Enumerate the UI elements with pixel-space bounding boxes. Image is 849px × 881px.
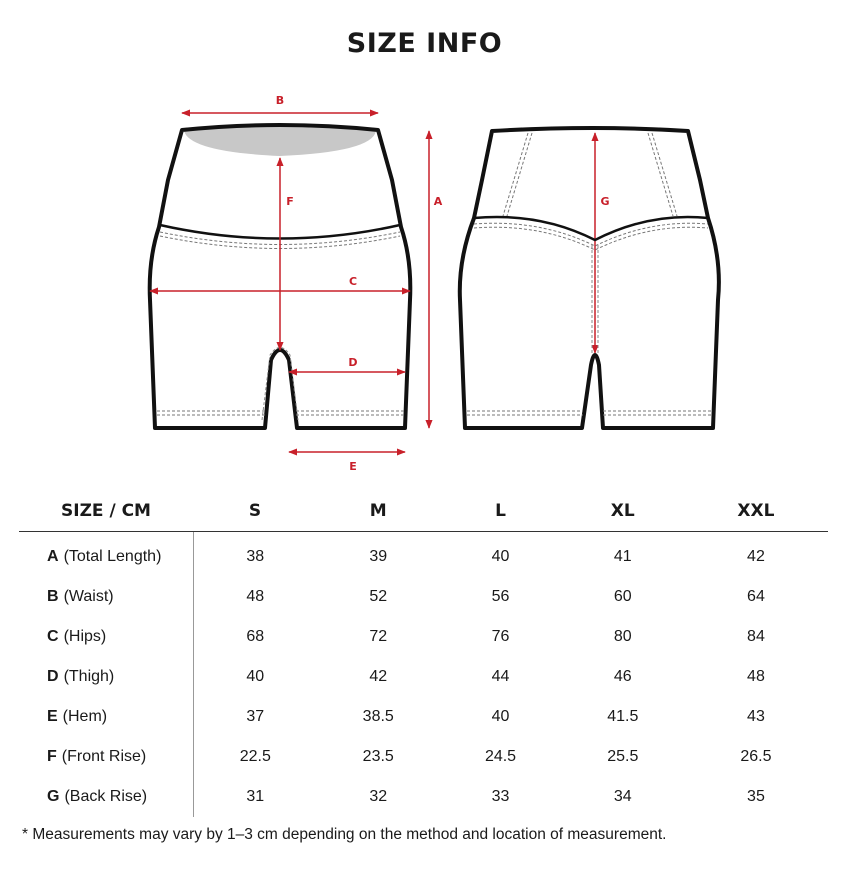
row-label xyxy=(19,697,193,737)
label-a: A xyxy=(433,195,443,208)
cell-value: 76 xyxy=(491,628,510,645)
cell-value: 41.5 xyxy=(607,708,639,725)
table-row xyxy=(19,657,828,697)
row-name: (Thigh) xyxy=(63,668,115,685)
cell-value: 22.5 xyxy=(239,748,271,765)
page-title: SIZE INFO xyxy=(346,28,503,59)
cell-value: 48 xyxy=(747,668,765,685)
cell-value: 42 xyxy=(747,548,765,565)
cell-value: 44 xyxy=(491,668,510,685)
row-letter: B xyxy=(47,588,59,605)
cell-value: 40 xyxy=(491,708,510,725)
label-g: G xyxy=(600,195,610,208)
row-letter: D xyxy=(47,668,59,685)
cell-value: 84 xyxy=(747,628,765,645)
cell-value: 33 xyxy=(491,788,510,805)
row-label xyxy=(19,577,193,617)
measure-lines xyxy=(150,113,595,452)
measurement-note: * Measurements may vary by 1–3 cm depending on the method and location of measurement. xyxy=(22,826,667,843)
cell-value: 60 xyxy=(613,588,632,605)
cell-value: 32 xyxy=(369,788,388,805)
cell-value: 40 xyxy=(491,548,510,565)
label-f: F xyxy=(286,195,294,208)
cell-value: 64 xyxy=(747,588,765,605)
cell-value: 68 xyxy=(246,628,265,645)
row-name: (Hem) xyxy=(62,708,108,725)
size-table xyxy=(19,490,828,817)
row-label xyxy=(19,737,193,777)
cell-value: 31 xyxy=(246,788,265,805)
cell-value: 43 xyxy=(747,708,765,725)
cell-value: 37 xyxy=(246,708,265,725)
header-size-s: S xyxy=(193,490,317,532)
cell-value: 40 xyxy=(246,668,265,685)
cell-value: 42 xyxy=(369,668,388,685)
label-d: D xyxy=(348,356,358,369)
table-header-row xyxy=(19,490,828,532)
row-letter: E xyxy=(47,708,58,725)
cell-value: 80 xyxy=(613,628,632,645)
header-size-cm: SIZE / CM xyxy=(19,490,193,532)
table-row xyxy=(19,577,828,617)
cell-value: 52 xyxy=(369,588,388,605)
label-b: B xyxy=(275,94,285,107)
header-size-xl: XL xyxy=(562,490,684,532)
cell-value: 72 xyxy=(369,628,388,645)
cell-value: 39 xyxy=(369,548,388,565)
cell-value: 38.5 xyxy=(362,708,394,725)
cell-value: 38 xyxy=(246,548,265,565)
table-row xyxy=(19,737,828,777)
row-label xyxy=(19,532,193,578)
row-letter: C xyxy=(47,628,59,645)
cell-value: 34 xyxy=(613,788,632,805)
label-c: C xyxy=(348,275,358,288)
row-name: (Hips) xyxy=(63,628,107,645)
table-row xyxy=(19,777,828,817)
cell-value: 24.5 xyxy=(484,748,517,765)
row-label xyxy=(19,657,193,697)
cell-value: 56 xyxy=(491,588,510,605)
cell-value: 41 xyxy=(613,548,632,565)
table-row xyxy=(19,617,828,657)
table-row xyxy=(19,697,828,737)
header-size-l: L xyxy=(439,490,561,532)
row-name: (Waist) xyxy=(63,588,114,605)
cell-value: 23.5 xyxy=(362,748,394,765)
row-name: (Back Rise) xyxy=(64,788,148,805)
row-name: (Front Rise) xyxy=(61,748,147,765)
header-size-m: M xyxy=(317,490,439,532)
header-size-xxl: XXL xyxy=(684,490,828,532)
back-view xyxy=(460,128,719,428)
cell-value: 25.5 xyxy=(607,748,639,765)
cell-value: 26.5 xyxy=(740,748,772,765)
row-label xyxy=(19,777,193,817)
cell-value: 48 xyxy=(246,588,265,605)
cell-value: 46 xyxy=(613,668,632,685)
row-name: (Total Length) xyxy=(63,548,162,565)
table-row xyxy=(19,532,828,578)
cell-value: 35 xyxy=(747,788,765,805)
row-letter: A xyxy=(47,548,59,565)
row-letter: F xyxy=(47,748,57,765)
row-label xyxy=(19,617,193,657)
row-letter: G xyxy=(47,788,60,805)
label-e: E xyxy=(349,460,357,473)
